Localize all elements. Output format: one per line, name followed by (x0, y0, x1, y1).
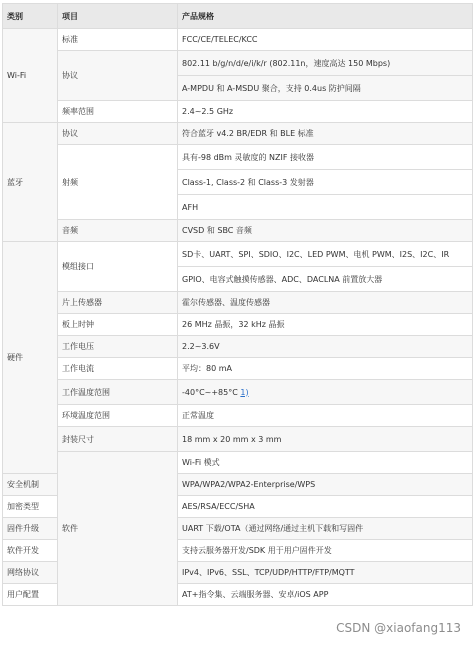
item-label: 工作电压 (58, 336, 178, 358)
item-value: Class-1, Class-2 和 Class-3 发射器 (178, 170, 473, 195)
item-label: 网络协议 (3, 562, 58, 584)
item-label: 加密类型 (3, 496, 58, 518)
item-value (178, 380, 473, 405)
table-row (3, 427, 473, 452)
header-row (3, 4, 473, 29)
item-label: 频率范围 (58, 101, 178, 123)
item-label: 射频 (58, 145, 178, 220)
table-row (3, 101, 473, 123)
item-value: 18 mm x 20 mm x 3 mm (178, 427, 473, 452)
table-row (3, 292, 473, 314)
category-hardware: 硬件 (3, 242, 58, 474)
category-bluetooth: 蓝牙 (3, 123, 58, 242)
item-value: A-MPDU 和 A-MSDU 聚合，支持 0.4us 防护间隔 (178, 76, 473, 101)
footnote-link[interactable]: 1) (240, 387, 249, 397)
watermark: CSDN @xiaofang113 (333, 620, 464, 636)
item-value: 802.11 b/g/n/d/e/i/k/r (802.11n，速度高达 150 Mbps) (178, 51, 473, 76)
item-label: 板上时钟 (58, 314, 178, 336)
table-row (3, 123, 473, 145)
table-row (3, 452, 473, 474)
item-value: 支持云服务器开发/SDK 用于用户固件开发 (178, 540, 473, 562)
item-value: SD卡、UART、SPI、SDIO、I2C、LED PWM、电机 PWM、I2S、I2C、IR (178, 242, 473, 267)
item-label: 标准 (58, 29, 178, 51)
table-row (3, 242, 473, 267)
table-row (3, 358, 473, 380)
item-label: 协议 (58, 51, 178, 101)
item-label: 模组接口 (58, 242, 178, 292)
item-value: AFH (178, 195, 473, 220)
temp-range: -40°C~+85°C (182, 387, 238, 397)
item-value: FCC/CE/TELEC/KCC (178, 29, 473, 51)
table-row (3, 51, 473, 76)
table-row (3, 380, 473, 405)
item-label: 片上传感器 (58, 292, 178, 314)
header-category: 类别 (3, 4, 58, 29)
item-value: 2.4~2.5 GHz (178, 101, 473, 123)
item-value: AES/RSA/ECC/SHA (178, 496, 473, 518)
item-label: Wi-Fi 模式 (178, 452, 473, 474)
item-value: UART 下载/OTA（通过网络/通过主机下载和写固件 (178, 518, 473, 540)
item-value: WPA/WPA2/WPA2-Enterprise/WPS (178, 474, 473, 496)
item-label: 环境温度范围 (58, 405, 178, 427)
item-value: 具有-98 dBm 灵敏度的 NZIF 接收器 (178, 145, 473, 170)
category-wifi: Wi-Fi (3, 29, 58, 123)
item-value: 霍尔传感器、温度传感器 (178, 292, 473, 314)
table-row (3, 220, 473, 242)
item-value: 平均：80 mA (178, 358, 473, 380)
item-label: 工作温度范围 (58, 380, 178, 405)
item-label: 协议 (58, 123, 178, 145)
item-label: 固件升级 (3, 518, 58, 540)
item-value: GPIO、电容式触摸传感器、ADC、DACLNA 前置放大器 (178, 267, 473, 292)
spec-table (2, 3, 473, 606)
header-item: 项目 (58, 4, 178, 29)
header-spec: 产品规格 (178, 4, 473, 29)
item-value: 正常温度 (178, 405, 473, 427)
item-value: 2.2~3.6V (178, 336, 473, 358)
item-value: IPv4、IPv6、SSL、TCP/UDP/HTTP/FTP/MQTT (178, 562, 473, 584)
item-label: 软件开发 (3, 540, 58, 562)
item-value: 26 MHz 晶振，32 kHz 晶振 (178, 314, 473, 336)
table-row (3, 405, 473, 427)
item-label: 安全机制 (3, 474, 58, 496)
item-value: AT+指令集、云端服务器、安卓/iOS APP (178, 584, 473, 606)
table-row (3, 145, 473, 170)
item-label: 音频 (58, 220, 178, 242)
table-row (3, 29, 473, 51)
category-software: 软件 (58, 452, 178, 606)
item-label: 工作电流 (58, 358, 178, 380)
item-value: 符合蓝牙 v4.2 BR/EDR 和 BLE 标准 (178, 123, 473, 145)
table-row (3, 336, 473, 358)
item-value: CVSD 和 SBC 音频 (178, 220, 473, 242)
item-label: 用户配置 (3, 584, 58, 606)
item-label: 封装尺寸 (58, 427, 178, 452)
table-row (3, 314, 473, 336)
